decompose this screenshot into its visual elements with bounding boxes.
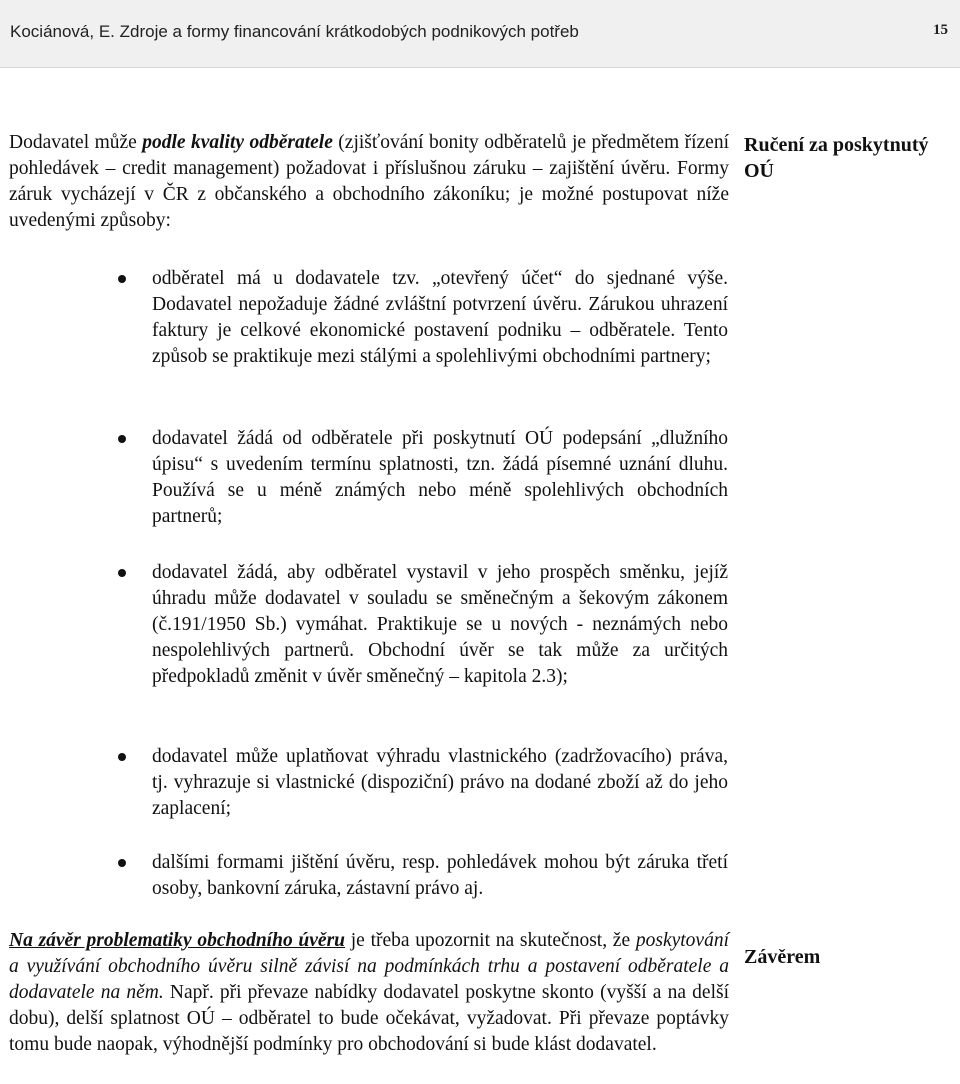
conclusion-italic: poskytování a využívání obchodního úvěru silně závisí na podmínkách trhu a postavení odběratele a dodavatele na něm. [9, 930, 729, 1003]
conclusion-paragraph-block [9, 928, 729, 1058]
intro-paragraph-block [9, 130, 729, 234]
intro-paragraph [9, 130, 729, 234]
intro-emphasis: podle kvality odběratele [142, 132, 333, 153]
conclusion-rest: Např. při převaze nabídky dodavatel poskytne skonto (vyšší a na delší dobu), delší splatnost OÚ – odběratel to bude očekávat, vyžadovat. Při převaze poptávky tomu bude naopak, výhodnější podmínky pro obchodování si bude klást dodavatel. [9, 982, 729, 1055]
page-number: 15 [933, 22, 948, 38]
list-item-text: dodavatel může uplatňovat výhradu vlastnického (zadržovacího) práva, tj. vyhrazuje si vlastnické (dispoziční) právo na dodané zboží až do jeho zaplacení; [152, 746, 728, 819]
intro-text-a: Dodavatel může [9, 132, 143, 153]
bullet-icon [118, 569, 126, 577]
conclusion-lead-rest: je třeba upozornit na skutečnost, že [345, 930, 636, 951]
intro-text-b: (zjišťování bonity odběratelů je předmětem řízení pohledávek – credit management) požadovat i příslušnou záruku – zajištění úvěru. Formy záruk vycházejí v ČR z občanského a obchodního zákoníku; je možné postupovat níže uvedenými způsoby: [9, 132, 729, 231]
list-item-text: dalšími formami jištění úvěru, resp. pohledávek mohou být záruka třetí osoby, bankovní záruka, zástavní právo aj. [152, 852, 728, 899]
side-note-conclusion: Závěrem [744, 946, 821, 968]
bullet-icon [118, 435, 126, 443]
side-note-guarantee: Ručení za poskytnutý OÚ [744, 134, 929, 182]
bullet-icon [118, 859, 126, 867]
bullet-icon [118, 275, 126, 283]
list-item-text: dodavatel žádá od odběratele při poskytnutí OÚ podepsání „dlužního úpisu“ s uvedením termínu splatnosti, tzn. žádá písemné uznání dluhu. Používá se u méně známých nebo méně spolehlivých obchodních partnerů; [152, 428, 728, 527]
bullet-icon [118, 753, 126, 761]
header-title: Kociánová, E. Zdroje a formy financování krátkodobých podnikových potřeb [10, 22, 579, 41]
list-item-text: odběratel má u dodavatele tzv. „otevřený účet“ do sjednané výše. Dodavatel nepožaduje žádné zvláštní potvrzení úvěru. Zárukou uhrazení faktury je celkové ekonomické postavení podniku – odběratele. Tento způsob se praktikuje mezi stálými a spolehlivými obchodními partnery; [152, 268, 728, 367]
page-header [0, 0, 960, 68]
conclusion-paragraph [9, 928, 729, 1058]
list-item-text: dodavatel žádá, aby odběratel vystavil v jeho prospěch směnku, jejíž úhradu může dodavatel v souladu se směnečným a šekovým zákonem (č.191/1950 Sb.) vymáhat. Praktikuje se u nových - neznámých nebo nespolehlivých partnerů. Obchodní úvěr se tak může za určitých předpokladů změnit v úvěr směnečný – kapitola 2.3); [152, 562, 728, 687]
conclusion-lead: Na závěr problematiky obchodního úvěru [9, 930, 346, 951]
